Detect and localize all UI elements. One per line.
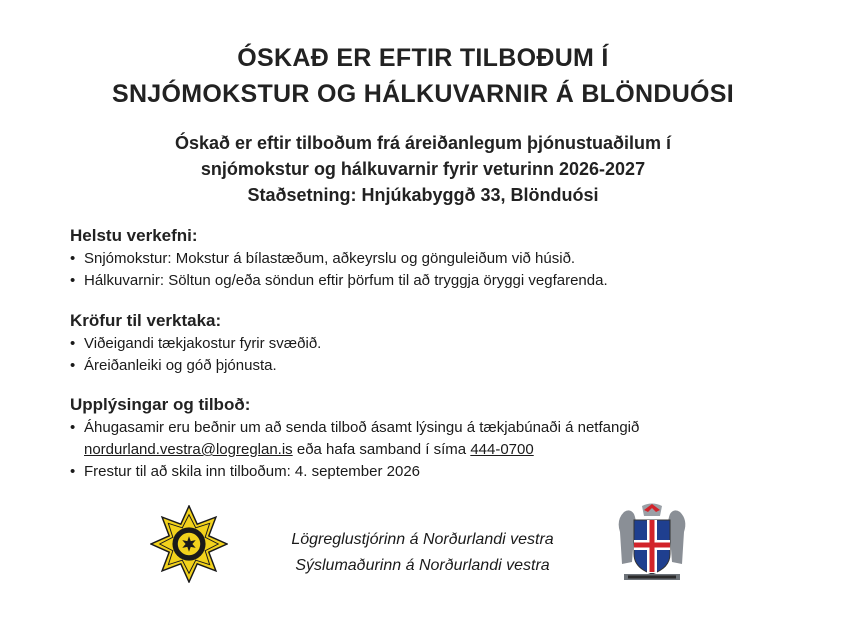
signature-line-2: Sýslumaðurinn á Norðurlandi vestra	[295, 557, 550, 574]
signature	[250, 527, 595, 579]
list-item	[70, 417, 790, 461]
list-item: • Frestur til að skila inn tilboðum: 4. september 2026	[70, 461, 790, 483]
tasks-list	[70, 248, 790, 292]
subtitle-location: Staðsetning: Hnjúkabyggð 33, Blönduósi	[247, 185, 599, 205]
email-link[interactable]: nordurland.vestra@logreglan.is	[84, 441, 293, 458]
title-line-2: SNJÓMOKSTUR OG HÁLKUVARNIR Á BLÖNDUÓSI	[111, 80, 735, 108]
list-item: • Áreiðanleiki og góð þjónusta.	[70, 355, 790, 377]
subtitle-line-2: snjómokstur og hálkuvarnir fyrir veturinn 2026-2027	[200, 159, 646, 179]
title-line-1: ÓSKAÐ ER EFTIR TILBOÐUM Í	[237, 44, 609, 72]
subtitle	[0, 130, 846, 208]
info-text-mid: eða hafa samband í síma	[296, 441, 467, 458]
iceland-coat-of-arms-icon	[614, 502, 690, 584]
info-text: Áhugasamir eru beðnir um að senda tilboð ásamt lýsingu á tækjabúnaði á netfangið	[84, 419, 640, 436]
requirements-section	[70, 309, 790, 377]
subtitle-line-1: Óskað er eftir tilboðum frá áreiðanlegum þjónustuaðilum í	[174, 133, 672, 153]
requirements-heading: Kröfur til verktaka:	[70, 311, 222, 330]
tasks-section	[70, 224, 790, 292]
info-list	[70, 417, 790, 483]
info-heading: Upplýsingar og tilboð:	[70, 395, 251, 414]
signature-line-1: Lögreglustjórinn á Norðurlandi vestra	[291, 531, 554, 548]
tasks-heading: Helstu verkefni:	[70, 226, 198, 245]
info-section	[70, 393, 790, 483]
list-item: • Viðeigandi tækjakostur fyrir svæðið.	[70, 333, 790, 355]
police-star-icon	[150, 505, 228, 583]
list-item: • Hálkuvarnir: Söltun og/eða söndun eftir þörfum til að tryggja öryggi vegfarenda.	[70, 270, 790, 292]
page-title	[0, 40, 846, 112]
list-item: • Snjómokstur: Mokstur á bílastæðum, aðkeyrslu og gönguleiðum við húsið.	[70, 248, 790, 270]
requirements-list	[70, 333, 790, 377]
phone-link[interactable]: 444-0700	[470, 441, 534, 458]
